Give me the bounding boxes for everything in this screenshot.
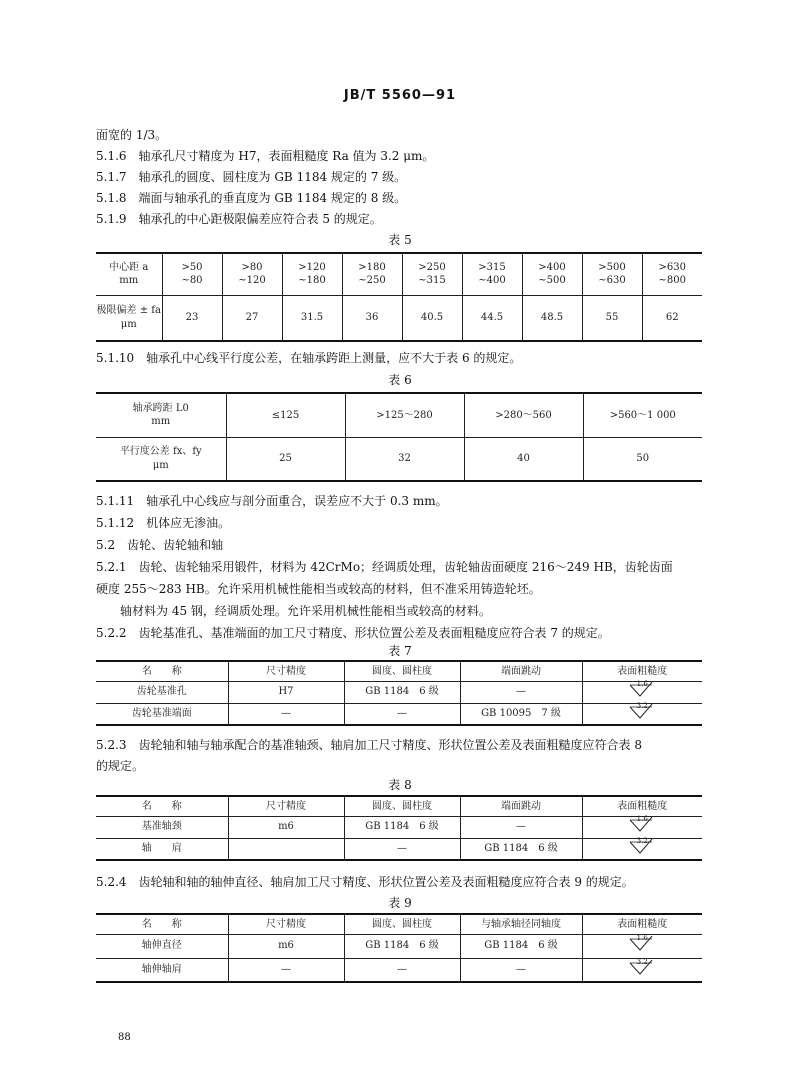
clause-5-1-6: 5.1.6 轴承孔尺寸精度为 H7，表面粗糙度 Ra 值为 3.2 μm。	[96, 149, 435, 163]
table6-range-cell: >280～560	[464, 393, 583, 437]
section-5-2-heading: 5.2 齿轮、齿轮轴和轴	[96, 538, 224, 552]
roughness-symbol-icon: 1.6	[628, 936, 656, 952]
table8-header-cell: 尺寸精度	[228, 796, 344, 816]
clause-5-1-12: 5.1.12 机体应无渗油。	[96, 516, 231, 530]
table5-value-cell: 44.5	[462, 295, 522, 341]
table8-roughness-cell	[582, 816, 702, 838]
table6-value-cell: 40	[464, 437, 583, 481]
roughness-symbol-icon: 3.2	[628, 704, 656, 720]
table5-value-cell: 48.5	[522, 295, 582, 341]
table7-header-cell: 表面粗糙度	[582, 661, 702, 681]
table8-caption: 表 8	[388, 778, 412, 792]
table9-header-cell: 表面粗糙度	[582, 914, 702, 934]
clause-5-1-10: 5.1.10 轴承孔中心线平行度公差，在轴承跨距上测量，应不大于表 6 的规定。	[96, 351, 522, 365]
table5-caption: 表 5	[388, 233, 412, 247]
clause-5-1-8: 5.1.8 端面与轴承孔的垂直度为 GB 1184 规定的 8 级。	[96, 191, 407, 205]
table9-header-cell: 尺寸精度	[228, 914, 344, 934]
table9-roughness-cell	[582, 958, 702, 982]
table7-header-cell: 端面跳动	[460, 661, 582, 681]
table9	[96, 913, 702, 983]
table7-cell: 齿轮基准孔	[96, 681, 228, 703]
table6-value-cell: 32	[345, 437, 464, 481]
clause-5-2-2: 5.2.2 齿轮基准孔、基准端面的加工尺寸精度、形状位置公差及表面粗糙度应符合表 7 的规定。	[96, 626, 610, 640]
text-line: 面宽的 1/3。	[96, 128, 168, 142]
table5-range-cell: >250 ~315	[402, 253, 462, 295]
clause-5-1-11: 5.1.11 轴承孔中心线应与剖分面重合，误差应不大于 0.3 mm。	[96, 494, 448, 508]
text-line: 的规定。	[96, 759, 145, 773]
table8-cell: GB 1184 6 级	[344, 816, 460, 838]
table7-cell: —	[228, 703, 344, 725]
table5-value-cell: 55	[582, 295, 642, 341]
table5-value-cell: 40.5	[402, 295, 462, 341]
table9-header-cell: 与轴承轴径同轴度	[460, 914, 582, 934]
table9-cell: GB 1184 6 级	[344, 934, 460, 958]
table5-range-cell: >315 ~400	[462, 253, 522, 295]
table7-roughness-cell	[582, 681, 702, 703]
roughness-symbol-icon: 3.2	[628, 839, 656, 855]
table6	[96, 392, 702, 482]
table8-cell: —	[460, 816, 582, 838]
table7-caption: 表 7	[388, 644, 412, 658]
table6-value-cell: 50	[583, 437, 702, 481]
clause-5-2-4: 5.2.4 齿轮轴和轴的轴伸直径、轴肩加工尺寸精度、形状位置公差及表面粗糙度应符合表 9 的规定。	[96, 875, 634, 889]
table5-range-cell: >50 ~80	[162, 253, 222, 295]
table7-cell: —	[460, 681, 582, 703]
table7-cell: GB 10095 7 级	[460, 703, 582, 725]
table6-range-cell: >125～280	[345, 393, 464, 437]
table5-range-cell: >630 ~800	[642, 253, 702, 295]
table5	[96, 252, 702, 342]
table6-value-cell: 25	[226, 437, 345, 481]
table5-value-cell: 62	[642, 295, 702, 341]
table5-range-cell: >120 ~180	[282, 253, 342, 295]
roughness-symbol-icon: 1.6	[628, 817, 656, 833]
table7-cell: —	[344, 703, 460, 725]
table7-header-cell: 名 称	[96, 661, 228, 681]
table7-cell: H7	[228, 681, 344, 703]
table8-header-cell: 名 称	[96, 796, 228, 816]
table5-value-cell: 23	[162, 295, 222, 341]
table9-cell: —	[460, 958, 582, 982]
table5-value-cell: 31.5	[282, 295, 342, 341]
clause-5-1-7: 5.1.7 轴承孔的圆度、圆柱度为 GB 1184 规定的 7 级。	[96, 170, 407, 184]
table9-cell: 轴伸轴肩	[96, 958, 228, 982]
roughness-symbol-icon: 3.2	[628, 960, 656, 976]
table7-roughness-cell	[582, 703, 702, 725]
table8-cell: 基准轴颈	[96, 816, 228, 838]
table9-caption: 表 9	[388, 896, 412, 910]
table5-range-cell: >400 ~500	[522, 253, 582, 295]
table7-cell: 齿轮基准端面	[96, 703, 228, 725]
table5-range-cell: >500 ~630	[582, 253, 642, 295]
table6-row1-label: 轴承跨距 L0 mm	[96, 393, 226, 437]
table7	[96, 660, 702, 726]
clause-5-2-3: 5.2.3 齿轮轴和轴与轴承配合的基准轴颈、轴肩加工尺寸精度、形状位置公差及表面粗糙度应符合表 8	[96, 738, 642, 752]
table5-range-cell: >180 ~250	[342, 253, 402, 295]
text-line: 硬度 255～283 HB。允许采用机械性能相当或较高的材料，但不准采用铸造轮坯。	[96, 582, 541, 596]
table7-header-cell: 尺寸精度	[228, 661, 344, 681]
table7-header-cell: 圆度、圆柱度	[344, 661, 460, 681]
table8-cell: 轴 肩	[96, 838, 228, 860]
table9-cell: 轴伸直径	[96, 934, 228, 958]
table9-cell: —	[228, 958, 344, 982]
table8-cell: GB 1184 6 级	[460, 838, 582, 860]
table8-cell: m6	[228, 816, 344, 838]
clause-5-1-9: 5.1.9 轴承孔的中心距极限偏差应符合表 5 的规定。	[96, 212, 382, 226]
table9-cell: GB 1184 6 级	[460, 934, 582, 958]
table8-cell	[228, 838, 344, 860]
table9-cell: —	[344, 958, 460, 982]
table5-row2-label: 极限偏差 ± fa μm	[96, 295, 162, 341]
table6-range-cell: ≤125	[226, 393, 345, 437]
table8-header-cell: 表面粗糙度	[582, 796, 702, 816]
text-line: 轴材料为 45 钢，经调质处理。允许采用机械性能相当或较高的材料。	[120, 604, 491, 618]
table8	[96, 795, 702, 861]
table7-cell: GB 1184 6 级	[344, 681, 460, 703]
table6-row2-label: 平行度公差 fx、fy μm	[96, 437, 226, 481]
standard-header: JB/T 5560—91	[343, 88, 457, 103]
table8-header-cell: 端面跳动	[460, 796, 582, 816]
table5-range-cell: >80 ~120	[222, 253, 282, 295]
table6-range-cell: >560～1 000	[583, 393, 702, 437]
table5-value-cell: 36	[342, 295, 402, 341]
table5-row1-label: 中心距 a mm	[96, 253, 162, 295]
table8-roughness-cell	[582, 838, 702, 860]
table5-value-cell: 27	[222, 295, 282, 341]
table8-header-cell: 圆度、圆柱度	[344, 796, 460, 816]
table6-caption: 表 6	[388, 373, 412, 387]
table8-cell: —	[344, 838, 460, 860]
clause-5-2-1: 5.2.1 齿轮、齿轮轴采用锻件，材料为 42CrMo；经调质处理，齿轮轴齿面硬度 216～249 HB，齿轮齿面	[96, 560, 673, 574]
page-number: 88	[118, 1032, 131, 1043]
roughness-symbol-icon: 1.6	[628, 682, 656, 698]
table9-header-cell: 圆度、圆柱度	[344, 914, 460, 934]
table9-roughness-cell	[582, 934, 702, 958]
table9-cell: m6	[228, 934, 344, 958]
table9-header-cell: 名 称	[96, 914, 228, 934]
